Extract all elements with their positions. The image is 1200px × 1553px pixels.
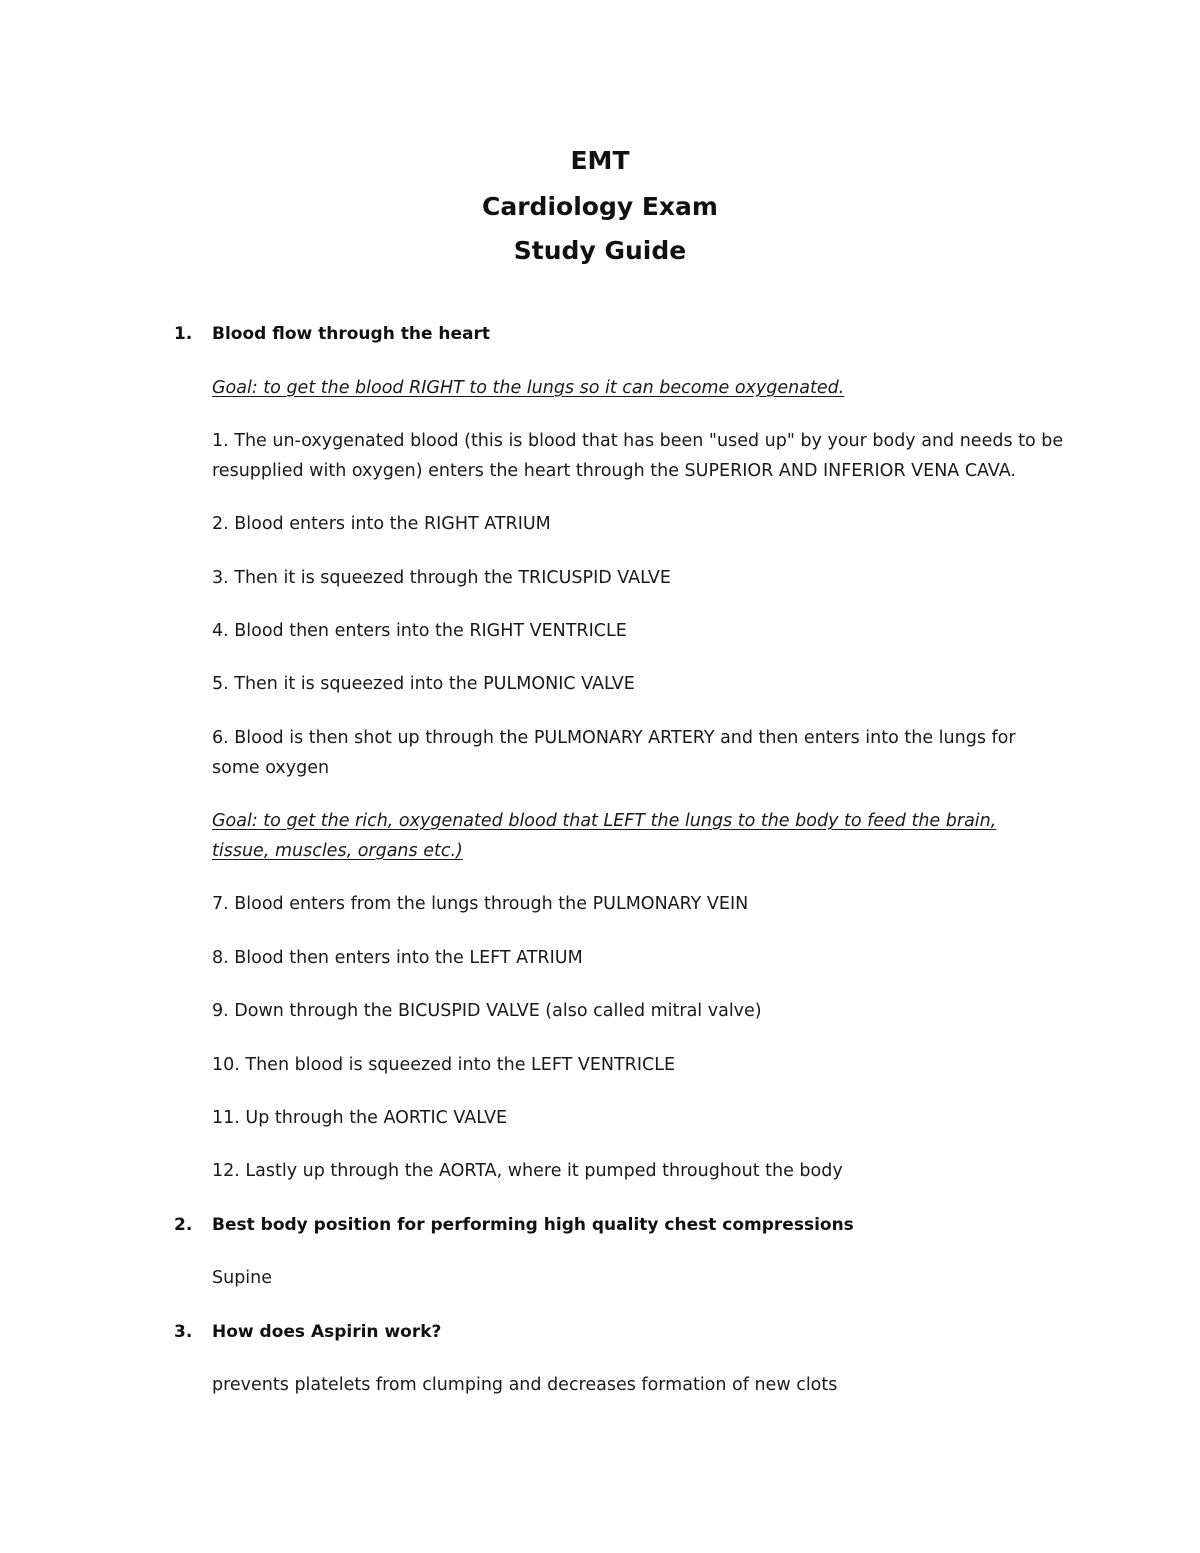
question-3-heading: How does Aspirin work? xyxy=(212,1322,442,1342)
step-2: 2. Blood enters into the RIGHT ATRIUM xyxy=(212,514,551,534)
step-3: 3. Then it is squeezed through the TRICUSPID VALVE xyxy=(212,568,671,588)
goal-left-side-line-1: Goal: to get the rich, oxygenated blood that LEFT the lungs to the body to feed the brain, xyxy=(212,811,997,831)
goal-right-side: Goal: to get the blood RIGHT to the lungs so it can become oxygenated. xyxy=(212,378,845,398)
question-1-number: 1. xyxy=(174,324,193,344)
step-6-line-2: some oxygen xyxy=(212,758,330,778)
step-9: 9. Down through the BICUSPID VALVE (also called mitral valve) xyxy=(212,1001,762,1021)
question-2-number: 2. xyxy=(174,1215,193,1235)
doc-title-emt: EMT xyxy=(570,146,630,175)
step-1-line-2: resupplied with oxygen) enters the heart through the SUPERIOR AND INFERIOR VENA CAVA. xyxy=(212,461,1016,481)
step-12: 12. Lastly up through the AORTA, where it pumped throughout the body xyxy=(212,1161,843,1181)
step-10: 10. Then blood is squeezed into the LEFT VENTRICLE xyxy=(212,1055,676,1075)
question-3-answer: prevents platelets from clumping and decreases formation of new clots xyxy=(212,1375,838,1395)
step-6-line-1: 6. Blood is then shot up through the PULMONARY ARTERY and then enters into the lungs for xyxy=(212,728,1016,748)
question-2-heading: Best body position for performing high quality chest compressions xyxy=(212,1215,854,1235)
doc-title-study-guide: Study Guide xyxy=(513,236,687,265)
step-5: 5. Then it is squeezed into the PULMONIC VALVE xyxy=(212,674,635,694)
question-3-number: 3. xyxy=(174,1322,193,1342)
question-1-heading: Blood flow through the heart xyxy=(212,324,491,344)
step-7: 7. Blood enters from the lungs through the PULMONARY VEIN xyxy=(212,894,749,914)
step-11: 11. Up through the AORTIC VALVE xyxy=(212,1108,508,1128)
step-1-line-1: 1. The un-oxygenated blood (this is blood that has been "used up" by your body and needs to be xyxy=(212,431,1064,451)
goal-left-side-line-2: tissue, muscles, organs etc.) xyxy=(212,841,463,861)
step-4: 4. Blood then enters into the RIGHT VENTRICLE xyxy=(212,621,627,641)
question-2-answer: Supine xyxy=(212,1268,273,1288)
doc-title-cardiology-exam: Cardiology Exam xyxy=(482,192,718,221)
step-8: 8. Blood then enters into the LEFT ATRIUM xyxy=(212,948,583,968)
